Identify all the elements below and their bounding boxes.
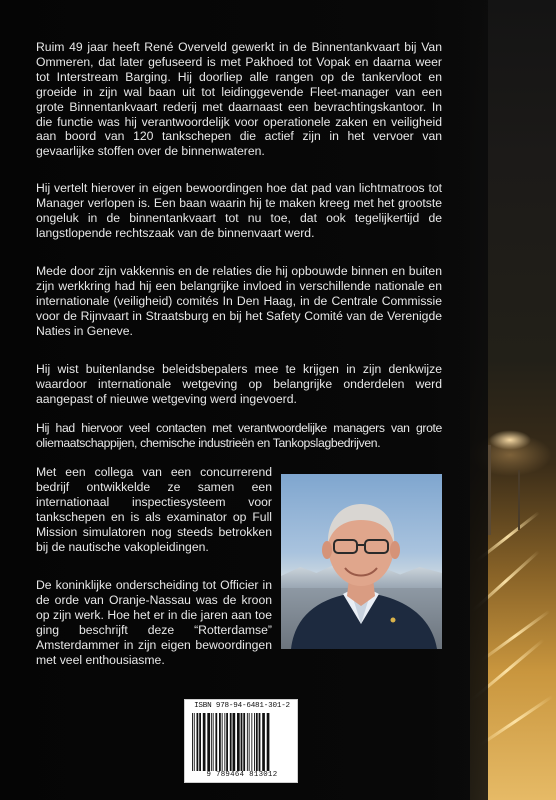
blurb-paragraph-career: Ruim 49 jaar heeft René Overveld gewerkt in de Binnentankvaart bij Van Ommeren, dat later gefuseerd is met Pakhoed tot Vopak en daarna weer tot Interstream Barging. Hij doorliep alle rangen op de tankervloot en groeide in zijn wal baan uit tot leidinggevende Fleet-manager van een grote Binnentankvaart rederij met daarnaast een bevrachtingskantoor. In die functie was hij verantwoordelijk voor operationele zaken en veiligheid aan boord van 120 tankschepen die actief zijn in het vervoer van gevaarlijke stoffen over de binnenwateren. bbox=[36, 40, 442, 159]
author-figure bbox=[281, 474, 442, 649]
lamp-post bbox=[488, 445, 491, 535]
blurb-paragraph-legislation: Hij wist buitenlandse beleidsbepalers mee te krijgen in zijn denkwijze waardoor internationale wetgeving op belangrijke onderdelen werd aangepast of nieuwe wetgeving werd ingevoerd. bbox=[36, 362, 442, 406]
barcode-icon bbox=[191, 713, 293, 771]
barcode-label bbox=[184, 699, 298, 783]
blurb-paragraph-contacts: Hij had hiervoor veel contacten met verantwoordelijke managers van grote oliemaatschappijen, chemische industrieën en Tankopslagbedrijven. bbox=[36, 421, 442, 450]
blurb-paragraph-award: De koninklijke onderscheiding tot Officier in de orde van Oranje-Nassau was de kroon op zijn werk. Hoe het er in die jaren aan toe ging beschrijft deze “Rotterdamse” Amsterdammer in zijn eigen bewoordingen met veel enthousiasme. bbox=[36, 578, 272, 667]
blurb-paragraph-committees: Mede door zijn vakkennis en de relaties die hij opbouwde binnen en buiten zijn werkkring had hij een belangrijke invloed in verschillende nationale en internationale (veiligheid) comités In Den Haag, in de Centrale Commissie voor de Rijnvaart in Straatsburg en bij het Safety Comité van de Verenigde Naties in Geneve. bbox=[36, 264, 442, 338]
isbn-text: ISBN 978-94-6481-301-2 bbox=[194, 702, 290, 710]
blurb-paragraph-inspection: Met een collega van een concurrerend bedrijf ontwikkelde ze samen een internationaal inspectiesysteem voor tankschepen en is als examinator op Full Mission simulatoren nog steeds betrokken bij de nautische vakopleidingen. bbox=[36, 465, 272, 554]
lamp-post bbox=[518, 470, 520, 530]
barcode-digits: 9 789464 813012 bbox=[206, 771, 278, 779]
blurb-paragraph-path: Hij vertelt hierover in eigen bewoordingen hoe dat pad van lichtmatroos tot Manager verlopen is. Een baan waarin hij te maken kreeg met het grootste ongeluk in de binnentankvaart tot nu toe, dat ook tegelijkertijd de langstlopende rechtszaak van de binnenvaart werd. bbox=[36, 181, 442, 240]
author-portrait bbox=[281, 474, 442, 649]
